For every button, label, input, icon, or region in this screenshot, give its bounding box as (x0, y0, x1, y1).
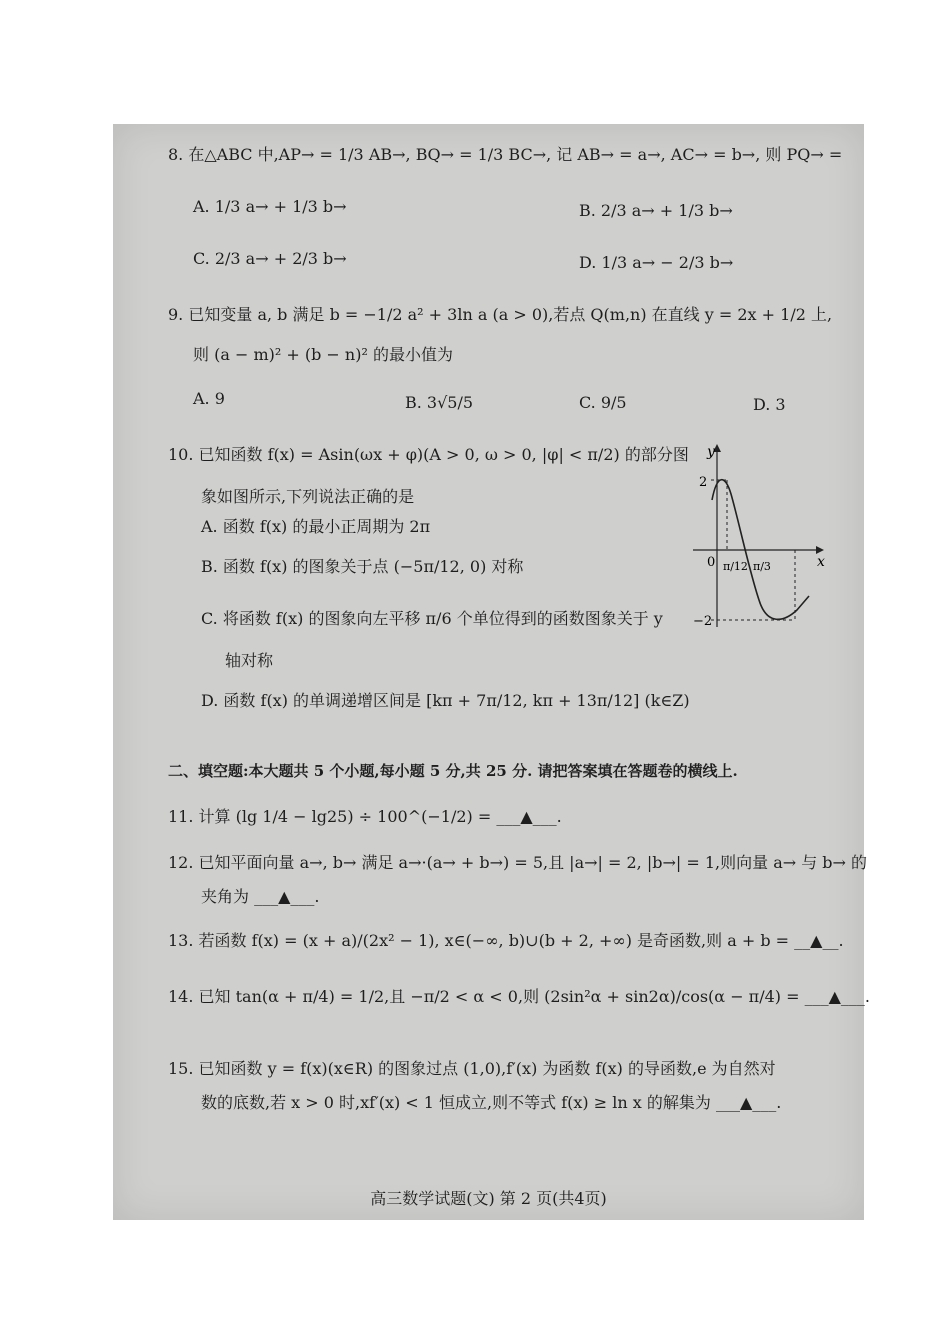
question-9-stem: 9. 已知变量 a, b 满足 b = −1/2 a² + 3ln a (a > 0),若点 Q(m,n) 在直线 y = 2x + 1/2 上, (168, 305, 833, 324)
question-10-option-c: C. 将函数 f(x) 的图象向左平移 π/6 个单位得到的函数图象关于 y (201, 609, 663, 628)
question-15-line1: 15. 已知函数 y = f(x)(x∈R) 的图象过点 (1,0),f′(x) 为函数 f(x) 的导函数,e 为自然对 (168, 1059, 776, 1078)
question-9-option-a: A. 9 (193, 389, 225, 408)
question-8-option-b: B. 2/3 a→ + 1/3 b→ (579, 201, 733, 220)
question-9-option-c: C. 9/5 (579, 393, 627, 412)
question-10-option-d: D. 函数 f(x) 的单调递增区间是 [kπ + 7π/12, kπ + 13π/12] (k∈Z) (201, 691, 690, 710)
question-8-option-d: D. 1/3 a→ − 2/3 b→ (579, 253, 734, 272)
question-9-stem-line2: 则 (a − m)² + (b − n)² 的最小值为 (193, 345, 453, 364)
y-min-label: −2 (693, 614, 713, 629)
section-2-heading: 二、填空题:本大题共 5 个小题,每小题 5 分,共 25 分. 请把答案填在答题卷的横线上. (168, 762, 738, 780)
question-9-option-b: B. 3√5/5 (405, 393, 474, 412)
origin-label: 0 (707, 555, 716, 570)
question-8-stem: 8. 在△ABC 中,AP→ = 1/3 AB→, BQ→ = 1/3 BC→, 记 AB→ = a→, AC→ = b→, 则 PQ→ = (168, 145, 843, 164)
question-8-option-c: C. 2/3 a→ + 2/3 b→ (193, 249, 347, 268)
x-axis-label: x (817, 554, 825, 570)
question-14: 14. 已知 tan(α + π/4) = 1/2,且 −π/2 < α < 0,则 (2sin²α + sin2α)/cos(α − π/4) = ___▲___. (168, 987, 870, 1006)
x-axis (693, 546, 824, 554)
y-max-label: 2 (699, 475, 708, 490)
question-10-option-a: A. 函数 f(x) 的最小正周期为 2π (201, 517, 431, 536)
question-11: 11. 计算 (lg 1/4 − lg25) ÷ 100^(−1/2) = ___▲___. (168, 807, 562, 826)
question-15-line2: 数的底数,若 x > 0 时,xf′(x) < 1 恒成立,则不等式 f(x) ≥ ln x 的解集为 ___▲___. (201, 1093, 782, 1112)
y-axis-label: y (707, 444, 715, 460)
exam-page (113, 124, 870, 1220)
question-8-option-a: A. 1/3 a→ + 1/3 b→ (193, 197, 347, 216)
question-12-line1: 12. 已知平面向量 a→, b→ 满足 a→·(a→ + b→) = 5,且 |a→| = 2, |b→| = 1,则向量 a→ 与 b→ 的 (168, 853, 868, 872)
question-10-stem: 10. 已知函数 f(x) = Asin(ωx + φ)(A > 0, ω > 0, |φ| < π/2) 的部分图 (168, 445, 689, 464)
tick-pi-over-3: π/3 (753, 560, 771, 573)
page-footer: 高三数学试题(文) 第 2 页(共4页) (370, 1189, 607, 1208)
sine-graph-figure (687, 442, 827, 632)
y-axis (713, 444, 721, 627)
question-10-option-c-line2: 轴对称 (225, 651, 274, 670)
question-10-option-b: B. 函数 f(x) 的图象关于点 (−5π/12, 0) 对称 (201, 557, 524, 576)
question-9-option-d: D. 3 (753, 395, 786, 414)
question-12-line2: 夹角为 ___▲___. (201, 887, 320, 906)
question-10-stem-line2: 象如图所示,下列说法正确的是 (201, 487, 415, 506)
question-13: 13. 若函数 f(x) = (x + a)/(2x² − 1), x∈(−∞, b)∪(b + 2, +∞) 是奇函数,则 a + b = __▲__. (168, 931, 844, 950)
tick-pi-over-12: π/12 (723, 560, 748, 573)
